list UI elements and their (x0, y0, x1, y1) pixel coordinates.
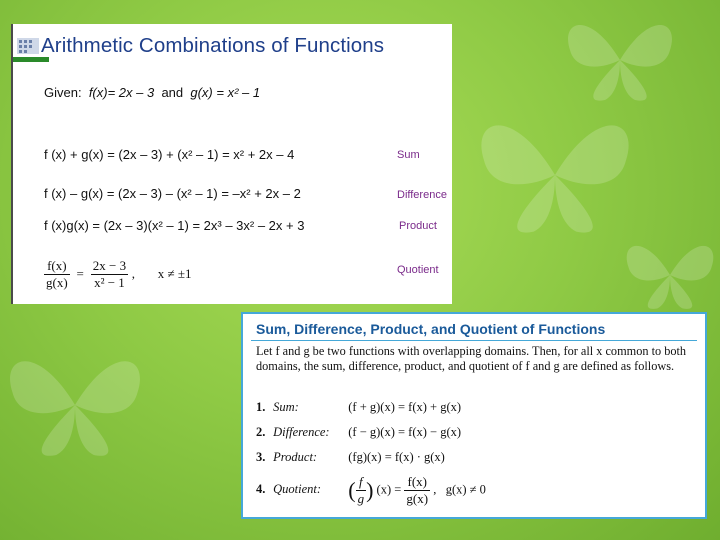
quotient-condition: , g(x) ≠ 0 (433, 482, 486, 497)
box-divider (251, 340, 697, 341)
difference-equation: f (x) – g(x) = (2x – 3) – (x² – 1) = –x² + 2x – 2 (44, 186, 301, 201)
item-label: Sum: (273, 400, 299, 414)
item-number: 3. (256, 450, 266, 464)
item-formula: (fg)(x) = f(x) · g(x) (348, 450, 445, 464)
given-prefix: Given: (44, 85, 82, 100)
f-definition: f(x)= 2x – 3 (88, 85, 155, 100)
box-heading: Sum, Difference, Product, and Quotient of Functions (256, 321, 606, 337)
sum-equation: f (x) + g(x) = (2x – 3) + (x² – 1) = x² + 2x – 4 (44, 147, 295, 162)
item-number: 4. (256, 482, 266, 497)
butterfly-icon (470, 100, 640, 250)
item-label: Quotient: (273, 482, 322, 497)
item-label: Product: (273, 450, 318, 464)
quotient-rhs-denominator: x² − 1 (94, 275, 125, 290)
arithmetic-combinations-panel (11, 24, 452, 304)
grid-logo-icon (17, 38, 39, 54)
quotient-rhs (404, 474, 430, 507)
quotient-rhs-numerator: f(x) (404, 474, 430, 491)
product-tag: Product (399, 220, 437, 232)
difference-tag: Difference (397, 189, 447, 201)
f-over-g-denominator: g (357, 491, 365, 506)
quotient-lhs-numerator: f(x) (44, 258, 70, 275)
definition-box (241, 312, 707, 519)
product-equation: f (x)g(x) = (2x – 3)(x² – 1) = 2x³ – 3x² – 2x + 3 (44, 218, 305, 233)
item-formula: (f − g)(x) = f(x) − g(x) (348, 425, 462, 439)
quotient-lhs (44, 258, 70, 291)
sum-definition (256, 400, 461, 415)
given-joiner: and (161, 85, 184, 100)
quotient-lhs-tail: (x) = (376, 482, 402, 497)
quotient-rhs (91, 258, 128, 291)
f-over-g (356, 474, 367, 507)
page-title: Arithmetic Combinations of Functions (41, 34, 385, 57)
g-definition: g(x) = x² – 1 (190, 85, 261, 100)
item-formula: (f + g)(x) = f(x) + g(x) (348, 400, 462, 414)
difference-definition (256, 425, 461, 440)
quotient-rhs-numerator: 2x − 3 (92, 258, 127, 273)
product-definition (256, 450, 445, 465)
given-line (44, 85, 260, 100)
quotient-definition: 4. Quotient: ( $\frac{f}{g}$ ) (x) = $\frac{f(x)}{g(x)}$ , g(x) ≠ 0 (256, 474, 486, 506)
quotient-equation: $\frac{f(x)}{g(x)}$ = $\frac{2x - 3}{\text{x² − 1}}$ , x ≠ ±1 (46, 258, 192, 290)
f-over-g-numerator: f (356, 474, 367, 491)
item-label: Difference: (273, 425, 330, 439)
sum-tag: Sum (397, 149, 420, 161)
butterfly-icon (560, 10, 680, 110)
quotient-rhs-denominator: g(x) (406, 491, 429, 506)
butterfly-icon (620, 230, 720, 320)
quotient-condition: , x ≠ ±1 (131, 265, 192, 281)
quotient-lhs-denominator: g(x) (46, 275, 68, 290)
quotient-tag: Quotient (397, 264, 439, 276)
butterfly-icon (0, 330, 150, 480)
box-intro: Let f and g be two functions with overlapping domains. Then, for all x common to both domains, the sum, difference, product, and quotient of f and g are defined as follows. (256, 344, 687, 373)
item-number: 1. (256, 400, 266, 414)
item-number: 2. (256, 425, 266, 439)
